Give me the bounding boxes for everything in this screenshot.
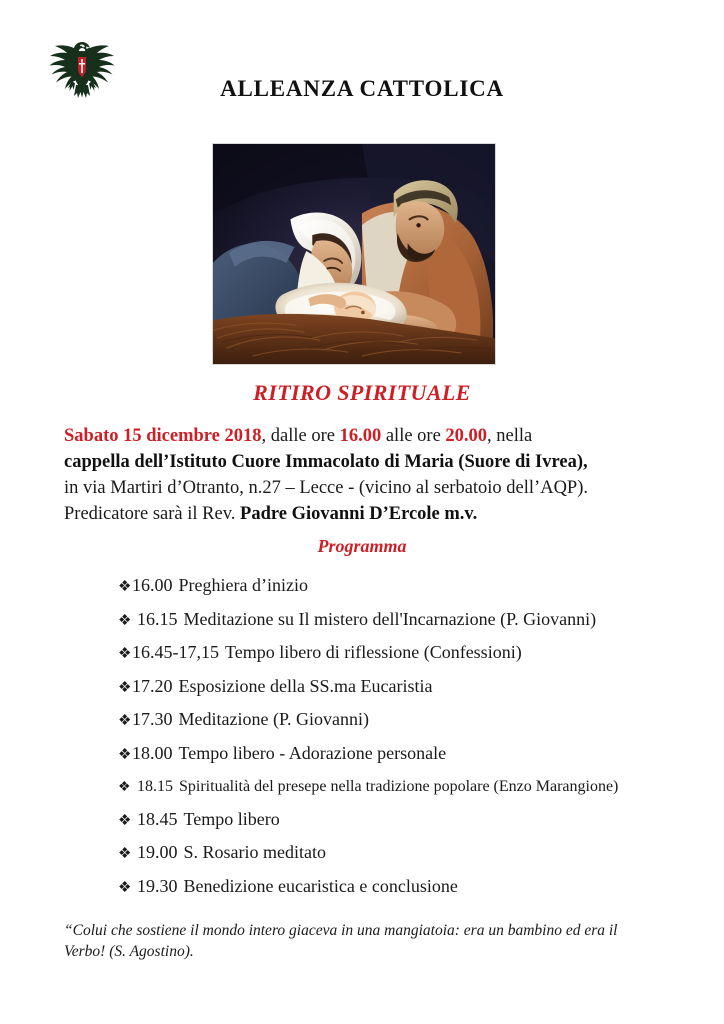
programme-item	[118, 738, 678, 772]
event-address: in via Martiri d’Otranto, n.27 – Lecce - (vicino al serbatoio dell’AQP).	[64, 478, 589, 498]
diamond-bullet-icon: ❖	[118, 713, 132, 729]
diamond-bullet-icon: ❖	[118, 746, 132, 763]
programme-item-time: 18.00	[132, 742, 173, 763]
programme-item-description: Meditazione su Il mistero dell'Incarnazione (P. Giovanni)	[183, 608, 597, 629]
event-from-label: dalle ore	[266, 426, 340, 446]
event-date: Sabato 15 dicembre 2018	[64, 426, 262, 446]
programme-item-description: Tempo libero	[183, 808, 280, 829]
programme-item-description: Tempo libero - Adorazione personale	[178, 742, 447, 763]
nativity-image-frame	[212, 143, 496, 365]
programme-item	[118, 704, 678, 738]
document-header	[0, 0, 724, 118]
programme-item-description: Meditazione (P. Giovanni)	[178, 709, 369, 729]
diamond-bullet-icon: ❖	[118, 646, 132, 662]
programme-item	[118, 771, 678, 804]
diamond-bullet-icon: ❖	[118, 812, 132, 829]
diamond-bullet-icon: ❖	[118, 579, 132, 595]
programme-item	[118, 837, 678, 871]
event-to-label: alle ore	[381, 426, 446, 446]
event-line1-tail: , nella	[487, 426, 533, 446]
programme-item-time: 16.15	[137, 608, 178, 629]
diamond-bullet-icon: ❖	[118, 846, 132, 862]
programme-item-time: 17.20	[132, 675, 173, 696]
event-venue: cappella dell’Istituto Cuore Immacolato di Maria (Suore di Ivrea),	[64, 452, 588, 472]
programme-item	[118, 804, 678, 838]
event-end-time: 20.00	[445, 426, 488, 446]
programme-heading: Programma	[317, 536, 407, 556]
programme-item-time: 18.15	[137, 778, 173, 795]
event-start-time: 16.00	[339, 426, 382, 446]
programme-item	[118, 604, 678, 638]
event-date-comma: ,	[261, 426, 267, 446]
programme-item-description: Tempo libero di riflessione (Confessioni)	[225, 642, 522, 662]
event-preacher-line	[64, 501, 660, 527]
footer-quote: “Colui che sostiene il mondo intero giaceva in una mangiatoia: era un bambino ed era il Verbo! (S. Agostino).	[64, 922, 618, 960]
retreat-title: RITIRO SPIRITUALE	[253, 380, 471, 405]
programme-item	[118, 671, 678, 705]
programme-item-description: Benedizione eucaristica e conclusione	[183, 875, 458, 896]
event-details-line-1	[64, 423, 660, 449]
diamond-bullet-icon: ❖	[118, 612, 132, 629]
diamond-bullet-icon: ❖	[118, 679, 132, 696]
programme-item-time: 16.45-17,15	[132, 642, 219, 662]
event-preacher-prefix: Predicatore sarà il Rev.	[64, 504, 241, 524]
programme-item	[118, 570, 678, 604]
programme-item-description: Preghiera d’inizio	[178, 575, 308, 595]
programme-item-time: 19.00	[137, 842, 178, 862]
programme-item	[118, 637, 678, 671]
nativity-image	[212, 143, 496, 365]
programme-item	[118, 871, 678, 905]
programme-list	[118, 570, 678, 904]
programme-item-description: Spiritualità del presepe nella tradizione popolare (Enzo Marangione)	[179, 778, 619, 795]
event-preacher-name: Padre Giovanni D’Ercole m.v.	[240, 504, 478, 524]
page-title: ALLEANZA CATTOLICA	[220, 76, 504, 101]
programme-item-description: Esposizione della SS.ma Eucaristia	[178, 675, 433, 696]
diamond-bullet-icon: ❖	[118, 780, 131, 795]
diamond-bullet-icon: ❖	[118, 879, 132, 896]
programme-item-time: 19.30	[137, 875, 178, 896]
programme-item-time: 17.30	[132, 709, 173, 729]
programme-item-time: 16.00	[132, 575, 173, 595]
programme-item-description: S. Rosario meditato	[183, 842, 326, 862]
programme-item-time: 18.45	[137, 808, 178, 829]
event-details	[64, 423, 660, 527]
